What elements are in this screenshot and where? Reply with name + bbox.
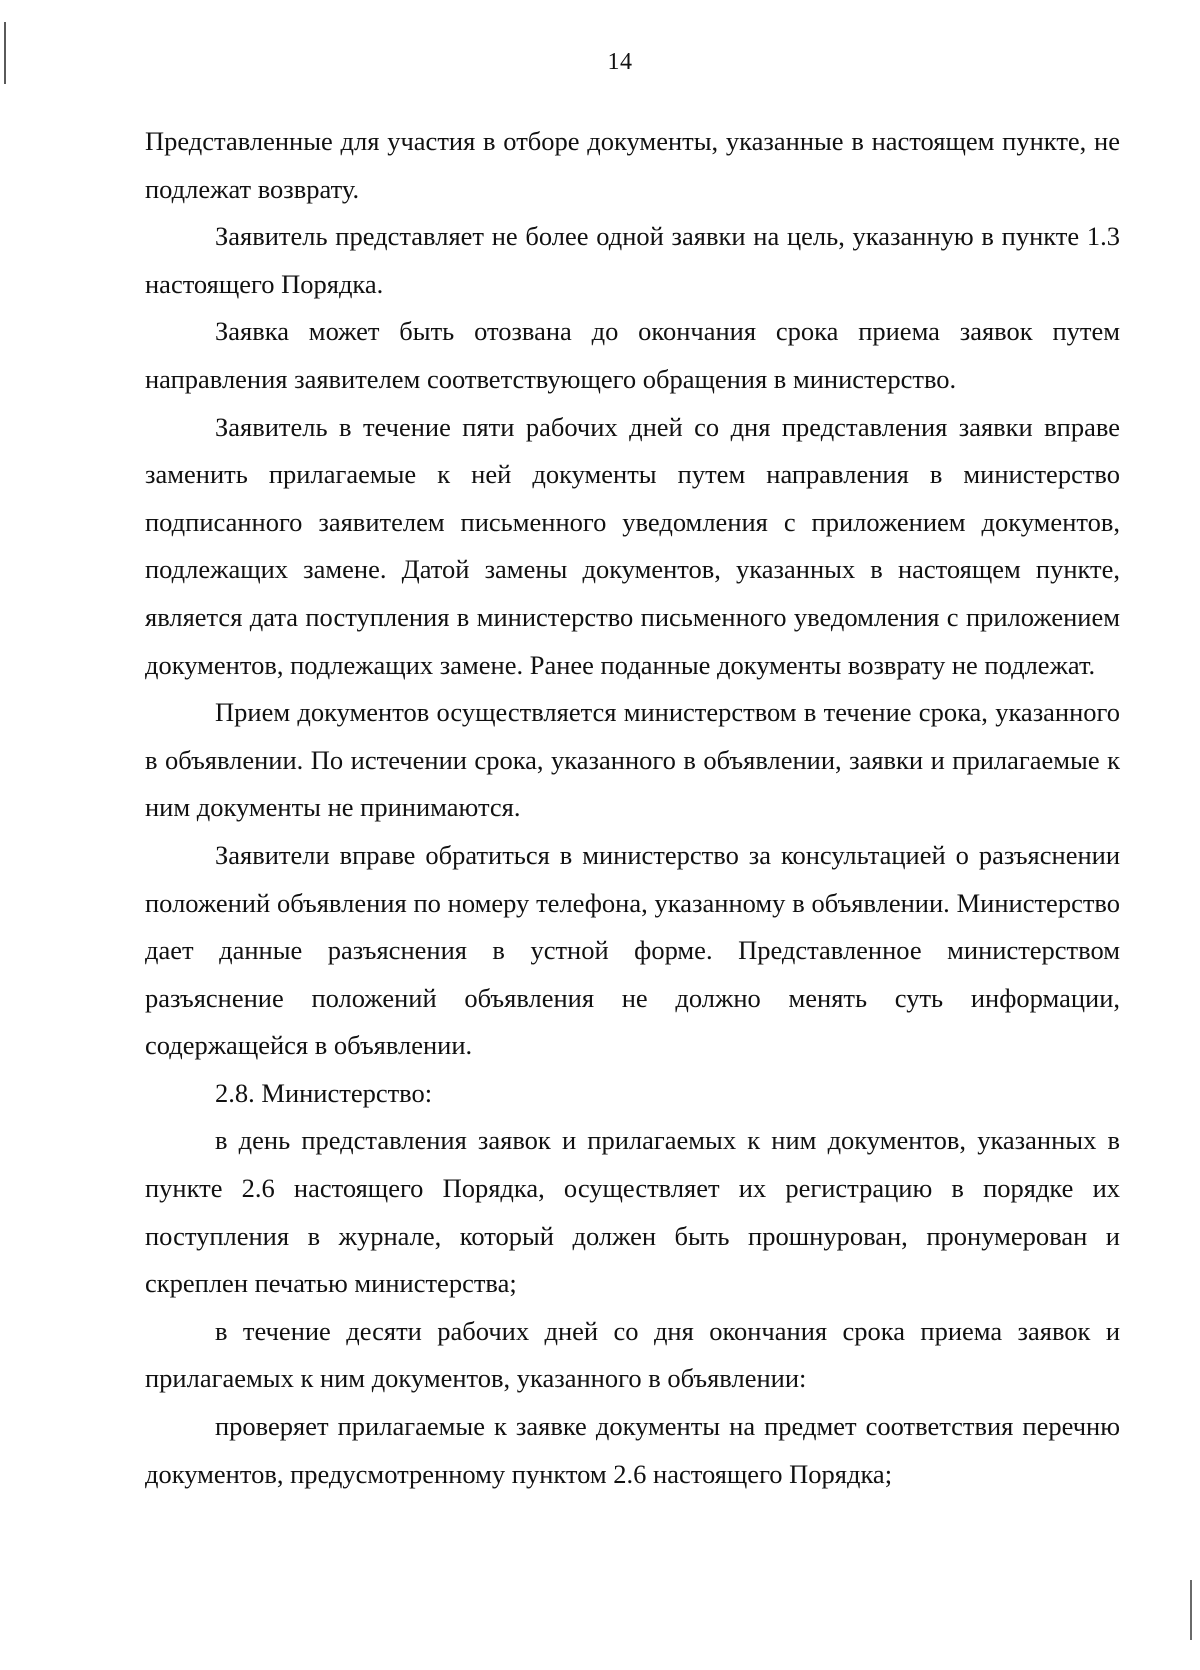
paragraph: Заявитель представляет не более одной заявки на цель, указанную в пункте 1.3 настоящего Порядка.: [145, 221, 1120, 299]
paragraph: Представленные для участия в отборе документы, указанные в настоящем пункте, не подлежат возврату.: [145, 126, 1120, 204]
section-heading: 2.8. Министерство:: [215, 1077, 433, 1108]
page-number: 14: [607, 49, 633, 75]
paragraph: Прием документов осуществляется министерством в течение срока, указанного в объявлении. По истечении срока, указанного в объявлении, заявки и прилагаемые к ним документы не принимаются.: [145, 697, 1120, 823]
paragraph: Заявители вправе обратиться в министерство за консультацией о разъяснении положений объявления по номеру телефона, указанному в объявлении. Министерство дает данные разъяснения в устной форме. Представленное министерством разъяснение положений объявления не должно менять суть информации, содержащейся в объявлении.: [145, 839, 1120, 1061]
paragraph: Заявитель в течение пяти рабочих дней со дня представления заявки вправе заменить прилагаемые к ней документы путем направления в министерство подписанного заявителем письменного уведомления с приложением документов, подлежащих замене. Датой замены документов, указанных в настоящем пункте, является дата поступления в министерство письменного уведомления с приложением документов, подлежащих замене. Ранее поданные документы возврату не подлежат.: [145, 411, 1120, 680]
paragraph: проверяет прилагаемые к заявке документы на предмет соответствия перечню документов, предусмотренному пунктом 2.6 настоящего Порядка;: [145, 1411, 1120, 1489]
document-body: [145, 118, 1120, 1498]
paragraph: в день представления заявок и прилагаемых к ним документов, указанных в пункте 2.6 настоящего Порядка, осуществляет их регистрацию в порядке их поступления в журнале, который должен быть прошнурован, пронумерован и скреплен печатью министерства;: [145, 1125, 1120, 1299]
paragraph: в течение десяти рабочих дней со дня окончания срока приема заявок и прилагаемых к ним документов, указанного в объявлении:: [145, 1315, 1120, 1394]
scan-edge-mark: [1190, 1580, 1192, 1640]
paragraph: Заявка может быть отозвана до окончания срока приема заявок путем направления заявителем соответствующего обращения в министерство.: [145, 316, 1120, 394]
